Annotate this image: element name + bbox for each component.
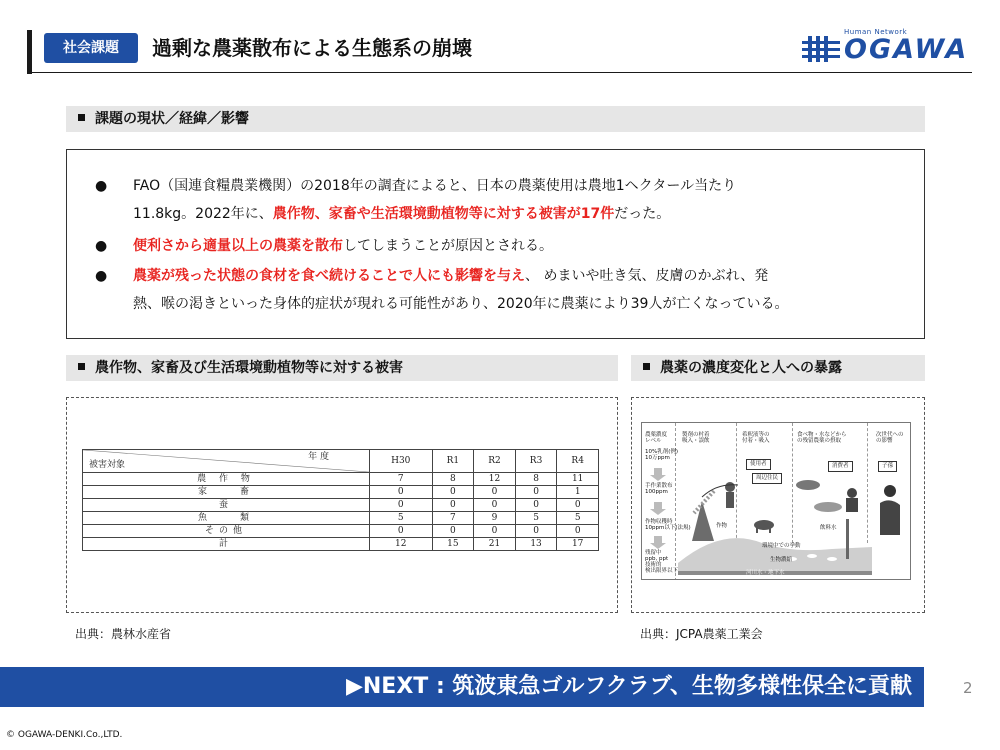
category-cell: 魚 類 bbox=[83, 512, 370, 525]
bullet-text bbox=[133, 262, 768, 290]
section-heading-status bbox=[66, 106, 925, 132]
value-cell: 0 bbox=[557, 499, 599, 512]
level-label: 10%乳剤(例) 10万ppm bbox=[645, 449, 679, 461]
value-cell: 13 bbox=[515, 538, 557, 551]
category-cell: 蚕 bbox=[83, 499, 370, 512]
value-cell: 0 bbox=[474, 499, 516, 512]
table-row bbox=[83, 512, 599, 525]
bullet-text bbox=[133, 232, 553, 260]
value-cell: 5 bbox=[515, 512, 557, 525]
table-row bbox=[83, 486, 599, 499]
crop-label: 作物 bbox=[716, 523, 728, 529]
bullet-dot-icon: ● bbox=[95, 268, 108, 284]
value-cell: 0 bbox=[370, 486, 433, 499]
level-label: 手作業散布 100ppm bbox=[645, 483, 673, 495]
page-number: 2 bbox=[963, 679, 973, 697]
square-bullet-icon bbox=[78, 363, 85, 370]
level-label: 作物収穫時 10ppm以下(法規) bbox=[645, 519, 691, 531]
logo-wordmark: OGAWA bbox=[844, 34, 969, 65]
year-header: H30 bbox=[370, 450, 433, 473]
damage-table bbox=[82, 449, 599, 551]
table-row bbox=[83, 499, 599, 512]
value-cell: 12 bbox=[370, 538, 433, 551]
bullet-text-part: だった。 bbox=[614, 206, 671, 222]
column-label: 次世代への の影響 bbox=[876, 432, 904, 444]
bullet-highlight: 農作物、家畜や生活環境動植物等に対する被害が17件 bbox=[272, 206, 615, 222]
column-label: 食べ物・水などから の残留農薬の摂取 bbox=[797, 432, 847, 444]
bullet-highlight: 便利さから適量以上の農薬を散布 bbox=[133, 238, 343, 254]
exposure-illustration bbox=[641, 422, 911, 580]
consumer-tag: 消費者 bbox=[828, 461, 853, 472]
bullet-text-part: 、 めまいや吐き気、皮膚のかぶれ、発 bbox=[525, 268, 769, 284]
category-cell: 計 bbox=[83, 538, 370, 551]
category-cell: その他 bbox=[83, 525, 370, 538]
section-heading-text: 農薬の濃度変化と人への暴露 bbox=[660, 360, 842, 376]
year-header: R4 bbox=[557, 450, 599, 473]
value-cell: 7 bbox=[432, 512, 474, 525]
column-label: 希釈液等の 付着・吸入 bbox=[742, 432, 770, 444]
environment-label: 環境中での挙動 bbox=[762, 543, 801, 549]
bullet-highlight: 農薬が残った状態の食材を食べ続けることで人にも影響を与え bbox=[133, 268, 525, 284]
value-cell: 21 bbox=[474, 538, 516, 551]
value-cell: 17 bbox=[557, 538, 599, 551]
year-header: R2 bbox=[474, 450, 516, 473]
logo-tagline: Human Network bbox=[844, 28, 908, 36]
ogawa-logo bbox=[800, 28, 975, 68]
source-left: 出典：農林水産省 bbox=[75, 627, 172, 641]
section-heading-text: 課題の現状／経緯／影響 bbox=[95, 111, 249, 127]
table-corner-cell bbox=[83, 450, 370, 473]
value-cell: 0 bbox=[370, 525, 433, 538]
value-cell: 0 bbox=[515, 486, 557, 499]
value-cell: 0 bbox=[557, 525, 599, 538]
bullet-text: 熱、喉の渇きといった身体的症状が現れる可能性があり、2020年に農薬により39人が亡くなっている。 bbox=[133, 296, 789, 312]
table-row bbox=[83, 525, 599, 538]
drinking-water-label: 飲料水 bbox=[820, 525, 837, 531]
year-header: R3 bbox=[515, 450, 557, 473]
square-bullet-icon bbox=[643, 363, 650, 370]
bullet-text-part: してしまうことが原因とされる。 bbox=[343, 238, 553, 254]
user-tag: 使用者 bbox=[746, 459, 771, 470]
page-title: 過剰な農薬散布による生態系の崩壊 bbox=[152, 36, 472, 60]
section-heading-exposure bbox=[631, 355, 925, 381]
status-content-box bbox=[66, 149, 925, 339]
resident-tag: 周辺住民 bbox=[752, 473, 782, 484]
value-cell: 0 bbox=[515, 525, 557, 538]
value-cell: 9 bbox=[474, 512, 516, 525]
value-cell: 8 bbox=[432, 473, 474, 486]
descendant-tag: 子孫 bbox=[878, 461, 897, 472]
section-heading-damage bbox=[66, 355, 618, 381]
header-divider bbox=[32, 72, 972, 73]
header-target-label: 被害対象 bbox=[89, 460, 126, 470]
level-label: 残留中 ppb, ppt 技術的 検出限界以下 bbox=[645, 550, 679, 574]
value-cell: 5 bbox=[370, 512, 433, 525]
logo-mark-icon bbox=[800, 34, 842, 64]
next-topic-banner[interactable]: ▶NEXT : 筑波東急ゴルフクラブ、生物多様性保全に貢献 bbox=[0, 667, 924, 707]
copyright: © OGAWA-DENKI.Co.,LTD. bbox=[6, 730, 123, 740]
water-label: 河川水・地下水 bbox=[746, 570, 785, 576]
value-cell: 1 bbox=[557, 486, 599, 499]
year-header: R1 bbox=[432, 450, 474, 473]
table-row bbox=[83, 473, 599, 486]
value-cell: 0 bbox=[432, 486, 474, 499]
section-heading-text: 農作物、家畜及び生活環境動植物等に対する被害 bbox=[95, 360, 403, 376]
column-label: 製剤の村着 吸入・誤飲 bbox=[682, 432, 710, 444]
bullet-text-part: 11.8kg。2022年に、 bbox=[133, 206, 273, 222]
value-cell: 7 bbox=[370, 473, 433, 486]
column-label: 農薬濃度 レベル bbox=[645, 432, 668, 444]
square-bullet-icon bbox=[78, 114, 85, 121]
value-cell: 5 bbox=[557, 512, 599, 525]
down-arrow-icon bbox=[650, 468, 666, 549]
value-cell: 8 bbox=[515, 473, 557, 486]
category-cell: 農 作 物 bbox=[83, 473, 370, 486]
bullet-text: FAO（国連食糧農業機関）の2018年の調査によると、日本の農薬使用は農地1ヘクタール当たり bbox=[133, 178, 737, 194]
category-badge: 社会課題 bbox=[44, 33, 138, 63]
bullet-dot-icon: ● bbox=[95, 178, 108, 194]
value-cell: 11 bbox=[557, 473, 599, 486]
value-cell: 12 bbox=[474, 473, 516, 486]
category-cell: 家 畜 bbox=[83, 486, 370, 499]
bioaccumulation-label: 生物濃縮 bbox=[770, 557, 793, 563]
bullet-text bbox=[133, 200, 670, 228]
table-row-total bbox=[83, 538, 599, 551]
header-year-label: 年 度 bbox=[308, 452, 329, 462]
value-cell: 0 bbox=[432, 499, 474, 512]
value-cell: 0 bbox=[474, 486, 516, 499]
value-cell: 0 bbox=[474, 525, 516, 538]
table-header-row bbox=[83, 450, 599, 473]
value-cell: 0 bbox=[432, 525, 474, 538]
value-cell: 15 bbox=[432, 538, 474, 551]
source-right: 出典：JCPA農薬工業会 bbox=[640, 627, 763, 641]
value-cell: 0 bbox=[370, 499, 433, 512]
value-cell: 0 bbox=[515, 499, 557, 512]
bullet-dot-icon: ● bbox=[95, 238, 108, 254]
header-accent-bar bbox=[27, 30, 32, 74]
